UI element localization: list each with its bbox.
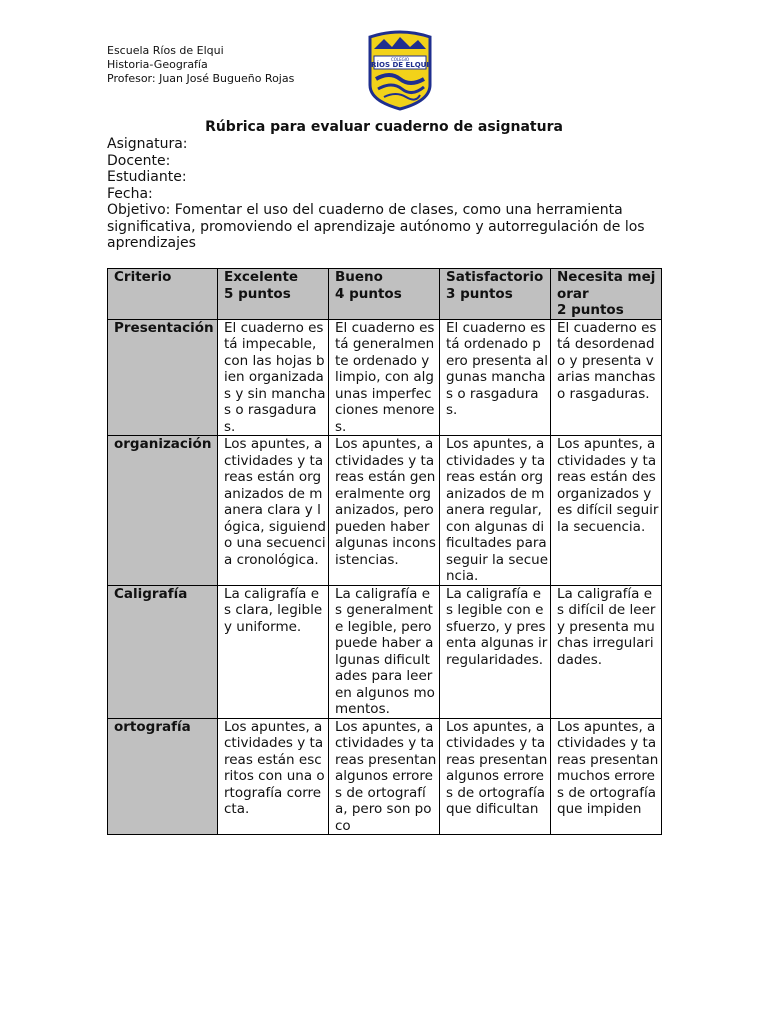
header-bueno — [329, 269, 440, 320]
table-cell: El cuaderno está ordenado pero presenta algunas manchas o rasgaduras. — [440, 319, 551, 436]
table-cell: Los apuntes, actividades y tareas presentan algunos errores de ortografía que dificultan — [440, 718, 551, 835]
table-cell: La caligrafía es clara, legible y uniforme. — [218, 585, 329, 718]
table-header-row — [108, 269, 662, 320]
table-cell: Los apuntes, actividades y tareas están desorganizados y es difícil seguir la secuencia. — [551, 436, 662, 586]
table-cell: La caligrafía es legible con esfuerzo, y presenta algunas irregularidades. — [440, 585, 551, 718]
criterion-cell: Presentación — [108, 319, 218, 436]
school-header — [107, 44, 294, 86]
header-points: 3 puntos — [446, 285, 513, 302]
header-points: 5 puntos — [224, 285, 291, 302]
table-row — [108, 319, 662, 436]
document-title: Rúbrica para evaluar cuaderno de asignatura — [205, 119, 563, 135]
criterion-cell: ortografía — [108, 718, 218, 835]
criterion-cell: Caligrafía — [108, 585, 218, 718]
table-cell: La caligrafía es difícil de leer y presenta muchas irregularidades. — [551, 585, 662, 718]
logo-text-main: RÍOS DE ELQUI — [371, 61, 429, 69]
subject-line: Historia-Geografía — [107, 58, 208, 71]
header-label: Necesita mejorar — [557, 269, 656, 302]
table-cell: Los apuntes, actividades y tareas están organizados de manera clara y lógica, siguiendo una secuencia cronológica. — [218, 436, 329, 586]
table-cell: Los apuntes, actividades y tareas están escritos con una ortografía correcta. — [218, 718, 329, 835]
table-row — [108, 718, 662, 835]
criterion-cell: organización — [108, 436, 218, 586]
field-student: Estudiante: — [107, 169, 187, 185]
school-name: Escuela Ríos de Elqui — [107, 44, 224, 57]
field-teacher: Docente: — [107, 152, 171, 169]
table-row — [108, 436, 662, 586]
table-cell: El cuaderno está generalmente ordenado y limpio, con algunas imperfecciones menores. — [329, 319, 440, 436]
header-label: Satisfactorio — [446, 269, 544, 285]
header-points: 4 puntos — [335, 285, 402, 302]
header-points: 2 puntos — [557, 302, 624, 318]
header-excelente — [218, 269, 329, 320]
field-subject: Asignatura: — [107, 136, 188, 152]
document-fields — [107, 136, 667, 252]
teacher-line: Profesor: Juan José Bugueño Rojas — [107, 72, 295, 85]
school-logo — [366, 27, 434, 111]
header-label: Excelente — [224, 269, 299, 285]
table-row — [108, 585, 662, 718]
objective-text: Objetivo: Fomentar el uso del cuaderno de clases, como una herramienta significativa, promoviendo el aprendizaje autónomo y autorregulación de los aprendizajes — [107, 202, 645, 251]
table-cell: Los apuntes, actividades y tareas están generalmente organizados, pero pueden haber algunas inconsistencias. — [329, 436, 440, 586]
table-cell: Los apuntes, actividades y tareas presentan algunos errores de ortografía, pero son poco — [329, 718, 440, 835]
rubric-table — [107, 268, 662, 835]
header-criterio — [108, 269, 218, 320]
field-date: Fecha: — [107, 185, 153, 202]
table-cell: Los apuntes, actividades y tareas están organizados de manera regular, con algunas dificultades para seguir la secuencia. — [440, 436, 551, 586]
table-cell: El cuaderno está impecable, con las hojas bien organizadas y sin manchas o rasgaduras. — [218, 319, 329, 436]
table-cell: La caligrafía es generalmente legible, pero puede haber algunas dificultades para leer en algunos momentos. — [329, 585, 440, 718]
header-label: Bueno — [335, 269, 383, 285]
table-cell: El cuaderno está desordenado y presenta varias manchas o rasgaduras. — [551, 319, 662, 436]
header-satisfactorio — [440, 269, 551, 320]
header-label: Criterio — [114, 269, 172, 285]
header-necesita-mejorar — [551, 269, 662, 320]
logo-text-top: COLEGIO — [390, 57, 410, 62]
table-cell: Los apuntes, actividades y tareas presentan muchos errores de ortografía que impiden — [551, 718, 662, 835]
